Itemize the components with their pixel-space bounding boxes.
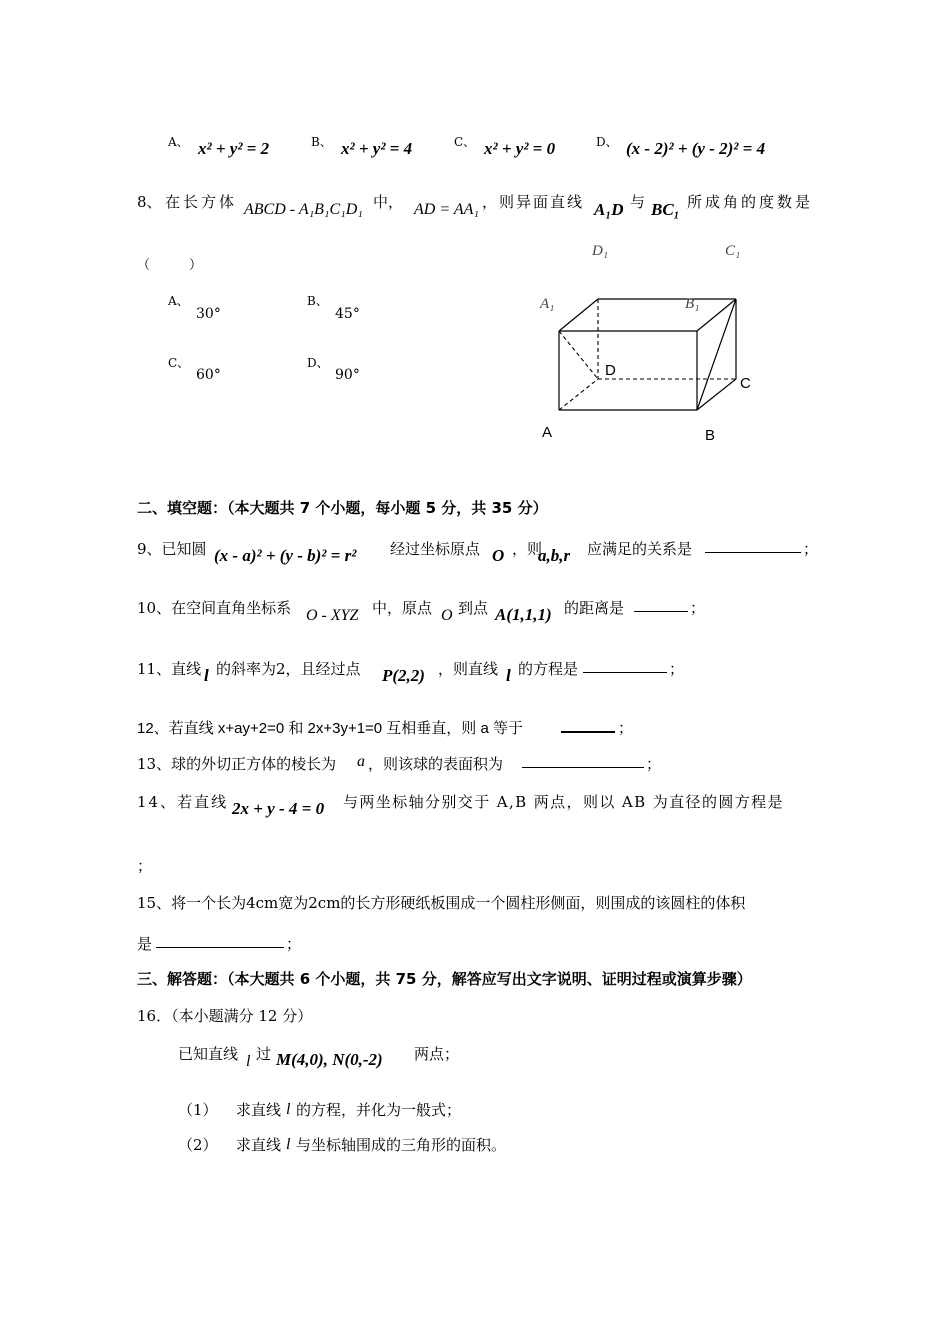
q11-text: 的方程是	[518, 660, 579, 678]
q15-answer-blank[interactable]	[156, 933, 284, 948]
q9-math-circle: (x - a)² + (y - b)² = r²	[214, 546, 357, 565]
vertex-label-a1: A₁	[540, 296, 555, 312]
q13-answer-blank[interactable]	[522, 753, 644, 768]
q7-option-d: (x - 2)² + (y - 2)² = 4	[626, 139, 766, 158]
q11-math-line: l	[204, 666, 209, 685]
q8-answer-paren: （ ）	[137, 258, 203, 273]
q7-option-c: x² + y² = 0	[484, 139, 556, 158]
q7-label-a: A、	[168, 135, 189, 149]
q8-label-c: C、	[168, 356, 190, 370]
section-heading-solutions: 三、解答题：（本大题共 6 个小题，共 75 分，解答应写出文字说明、证明过程或演算步骤）	[137, 970, 752, 988]
q7-label-b: B、	[311, 135, 332, 149]
q8-label-a: A、	[168, 294, 189, 308]
q9-math-vars: a,b,r	[538, 546, 571, 565]
vertex-label-a: A	[542, 424, 553, 441]
q16-text: 两点；	[414, 1045, 460, 1063]
q13-text: ，则该球的表面积为	[368, 755, 504, 773]
q16-part2-math: l	[286, 1136, 291, 1153]
q7-option-b: x² + y² = 4	[341, 139, 413, 158]
q16-title: 16．（本小题满分 12 分）	[137, 1007, 313, 1025]
q7-label-c: C、	[454, 135, 476, 149]
section-heading-fill-in: 二、填空题：（本大题共 7 个小题，每小题 5 分，共 35 分）	[137, 499, 548, 517]
q8-math-cuboid: ABCD - A₁B₁C₁D₁	[244, 201, 363, 218]
q13-end: ；	[646, 755, 662, 773]
q16-part1-math: l	[286, 1101, 291, 1118]
q14-math-line: 2x + y - 4 = 0	[232, 799, 325, 818]
q12-answer-blank[interactable]	[561, 717, 615, 733]
vertex-label-d: D	[605, 362, 616, 379]
q16-part2-text: 与坐标轴围成的三角形的面积。	[296, 1136, 507, 1154]
q8-option-a: 30°	[196, 306, 221, 322]
q9-end: ；	[803, 540, 819, 558]
q11-text: 11、直线	[137, 660, 202, 678]
q10-answer-blank[interactable]	[634, 597, 688, 612]
q10-text: 10、在空间直角坐标系	[137, 599, 292, 617]
q14-end: ；	[137, 857, 153, 875]
q12-text: 12、若直线 x+ay+2=0 和 2x+3y+1=0 互相垂直，则 a 等于	[137, 720, 523, 737]
q8-label-d: D、	[307, 356, 329, 370]
q12-end: ；	[618, 719, 634, 737]
q9-text: 经过坐标原点	[390, 540, 481, 558]
q7-option-a: x² + y² = 2	[198, 139, 270, 158]
q8-text: 中，	[373, 193, 404, 211]
q11-end: ；	[669, 660, 685, 678]
hidden-segment-a1d	[559, 331, 598, 379]
q10-end: ；	[690, 599, 706, 617]
vertex-label-b: B	[705, 427, 716, 444]
q8-text: 在长方体	[165, 193, 238, 211]
vertex-label-d1: D₁	[592, 243, 609, 259]
q8-label-b: B、	[307, 294, 328, 308]
q11-math-point: P(2,2)	[382, 666, 425, 685]
q15-text: 15、将一个长为4cm宽为2cm的长方形硬纸板围成一个圆柱形侧面，则围成的该圆柱的体积	[137, 894, 746, 912]
q8-text: 所成角的度数是	[687, 193, 814, 211]
q10-text: 的距离是	[564, 599, 625, 617]
q8-math-line-a1d: A₁D	[594, 200, 624, 219]
q16-part1-text: 求直线	[236, 1101, 282, 1119]
q10-math-point: A(1,1,1)	[495, 605, 552, 624]
q16-math-line: l	[246, 1053, 251, 1070]
q16-part1-text: 的方程，并化为一般式；	[296, 1101, 462, 1119]
q9-answer-blank[interactable]	[705, 538, 801, 553]
vertex-label-c1: C₁	[725, 243, 741, 259]
q16-part1-number: （1）	[178, 1101, 218, 1119]
cuboid-figure	[0, 0, 950, 460]
q8-text: ，则异面直线	[482, 193, 585, 211]
q8-option-b: 45°	[335, 306, 360, 322]
q15-text: 是	[137, 935, 153, 953]
q14-text: 与两坐标轴分别交于 A,B 两点，则以 AB 为直径的圆方程是	[343, 793, 784, 811]
q8-math-line-bc1: BC₁	[651, 200, 680, 219]
hidden-edge-a-d	[559, 379, 598, 410]
q10-text: 到点	[458, 599, 489, 617]
q10-text: 中，原点	[372, 599, 433, 617]
q14-text: 14、若直线	[137, 793, 229, 811]
q8-option-c: 60°	[196, 367, 221, 383]
q8-option-d: 90°	[335, 367, 360, 383]
q8-number: 8、	[137, 193, 162, 211]
edge-a1-d1	[559, 299, 598, 331]
q9-text: ，则	[512, 540, 543, 558]
q16-text: 已知直线	[178, 1045, 239, 1063]
q11-answer-blank[interactable]	[583, 658, 667, 673]
q8-math-condition: AD = AA₁	[414, 201, 479, 218]
q8-text: 与	[630, 193, 646, 211]
q7-label-d: D、	[596, 135, 618, 149]
q16-part2-number: （2）	[178, 1136, 218, 1154]
q16-part2-text: 求直线	[236, 1136, 282, 1154]
q13-math-edge: a	[357, 753, 365, 770]
q9-text: 9、已知圆	[137, 540, 207, 558]
q11-text: 的斜率为2，且经过点	[216, 660, 361, 678]
q16-text: 过	[256, 1045, 272, 1063]
vertex-label-b1: B₁	[685, 296, 700, 312]
q10-math-system: O - XYZ	[306, 607, 359, 624]
q11-text: ，则直线	[438, 660, 499, 678]
q10-math-origin: O	[441, 607, 453, 624]
q9-math-origin: O	[492, 546, 505, 565]
q15-end: ；	[286, 935, 302, 953]
q11-math-line: l	[506, 666, 511, 685]
q16-math-points: M(4,0), N(0,-2)	[276, 1050, 383, 1069]
q9-text: 应满足的关系是	[587, 540, 693, 558]
q13-text: 13、球的外切正方体的棱长为	[137, 755, 337, 773]
vertex-label-c: C	[740, 375, 751, 392]
